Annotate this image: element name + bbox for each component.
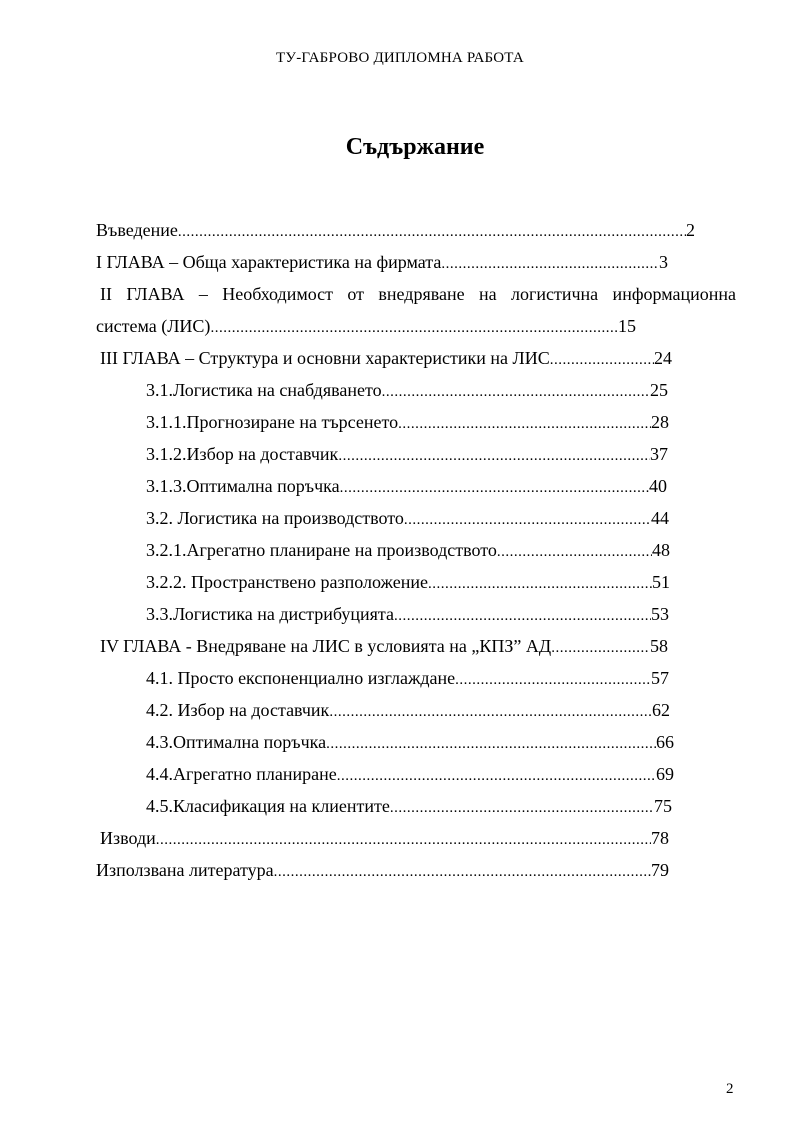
toc-entry-page: 28 [651, 412, 669, 432]
toc-entry-page: 40 [649, 476, 667, 496]
toc-entry-page: 78 [651, 828, 669, 848]
toc-entry-label: 4.4.Агрегатно планиране [146, 764, 337, 784]
toc-entry-page: 15 [618, 316, 636, 336]
toc-entry-section-4-4 [96, 758, 674, 790]
toc-entry-page: 75 [654, 796, 672, 816]
toc-entry-label: 4.3.Оптимална поръчка [146, 732, 327, 752]
toc-entry-page: 79 [651, 860, 669, 880]
toc-entry-label: 3.2.2. Пространствено разположение [146, 572, 428, 592]
toc-entry-chapter-1 [96, 246, 668, 278]
toc-entry-label: система (ЛИС) [96, 316, 211, 336]
toc-entry-label: 3.1.Логистика на снабдяването [146, 380, 382, 400]
toc-entry-introduction [96, 214, 695, 246]
toc-entry-section-3-2 [96, 502, 669, 534]
toc-entry-label: 3.2. Логистика на производството [146, 508, 404, 528]
toc-leader-dots [428, 568, 652, 600]
toc-entry-section-3-1-2 [96, 438, 668, 470]
toc-entry-chapter-3 [96, 342, 672, 374]
page-header: ТУ-ГАБРОВО ДИПЛОМНА РАБОТА [276, 50, 524, 66]
toc-entry-label: 4.5.Класификация на клиентите [146, 796, 390, 816]
toc-entry-section-3-1 [96, 374, 668, 406]
toc-entry-label: IV ГЛАВА - Внедряване на ЛИС в условията на „КПЗ” АД [100, 636, 552, 656]
toc-leader-dots [398, 408, 651, 440]
toc-entry-page: 25 [650, 380, 668, 400]
toc-entry-section-3-3 [96, 598, 669, 630]
toc-entry-label: Въведение [96, 220, 178, 240]
toc-entry-chapter-2 [96, 310, 636, 342]
toc-entry-page: 51 [652, 572, 670, 592]
toc-entry-section-4-3 [96, 726, 674, 758]
toc-entry-section-4-5 [96, 790, 672, 822]
toc-entry-chapter-2-line-1: II ГЛАВА – Необходимост от внедряване на логистична информационна [100, 284, 736, 304]
toc-entry-label: 4.1. Просто експоненциално изглаждане [146, 668, 456, 688]
toc-entry-references [96, 854, 669, 886]
toc-leader-dots [210, 312, 618, 344]
toc-entry-label: Използвана литература [96, 860, 274, 880]
toc-entry-page: 2 [686, 220, 695, 240]
toc-entry-label: I ГЛАВА – Обща характеристика на фирмата [96, 252, 442, 272]
toc-entry-label: 3.1.3.Оптимална поръчка [146, 476, 340, 496]
toc-leader-dots [390, 792, 654, 824]
toc-entry-section-4-2 [96, 694, 670, 726]
toc-entry-chapter-4 [96, 630, 668, 662]
toc-entry-page: 37 [650, 444, 668, 464]
toc-entry-label: Изводи [100, 828, 156, 848]
toc-leader-dots [455, 664, 651, 696]
toc-entry-label: III ГЛАВА – Структура и основни характеристики на ЛИС [100, 348, 550, 368]
toc-entry-label: 4.2. Избор на доставчик [146, 700, 330, 720]
toc-leader-dots [338, 440, 650, 472]
toc-leader-dots [326, 728, 656, 760]
toc-entry-section-3-2-1 [96, 534, 670, 566]
toc-leader-dots [274, 856, 651, 888]
toc-leader-dots [340, 472, 649, 504]
toc-entry-label: 3.1.1.Прогнозиране на търсенето [146, 412, 399, 432]
toc-entry-page: 44 [651, 508, 669, 528]
page-number: 2 [726, 1081, 734, 1097]
toc-leader-dots [329, 696, 652, 728]
table-of-contents [96, 214, 736, 886]
toc-entry-label: 3.3.Логистика на дистрибуцията [146, 604, 394, 624]
toc-entry-page: 3 [659, 252, 668, 272]
toc-leader-dots [404, 504, 651, 536]
toc-leader-dots [441, 248, 659, 280]
toc-leader-dots [551, 632, 650, 664]
toc-leader-dots [394, 600, 651, 632]
toc-leader-dots [497, 536, 652, 568]
toc-entry-label: 3.2.1.Агрегатно планиране на производството [146, 540, 497, 560]
toc-entry-page: 66 [656, 732, 674, 752]
toc-entry-page: 62 [652, 700, 670, 720]
toc-leader-dots [156, 824, 651, 856]
toc-entry-section-3-1-3 [96, 470, 667, 502]
toc-leader-dots [550, 344, 654, 376]
toc-entry-section-4-1 [96, 662, 669, 694]
toc-entry-page: 24 [654, 348, 672, 368]
toc-entry-section-3-2-2 [96, 566, 670, 598]
toc-entry-page: 57 [651, 668, 669, 688]
toc-entry-page: 58 [650, 636, 668, 656]
page-title: Съдържание [345, 134, 485, 160]
toc-entry-page: 69 [656, 764, 674, 784]
toc-leader-dots [178, 216, 686, 248]
toc-entry-label: 3.1.2.Избор на доставчик [146, 444, 339, 464]
toc-leader-dots [337, 760, 656, 792]
toc-leader-dots [382, 376, 650, 408]
toc-entry-page: 48 [652, 540, 670, 560]
toc-entry-page: 53 [651, 604, 669, 624]
toc-entry-section-3-1-1 [96, 406, 669, 438]
toc-entry-conclusions [96, 822, 669, 854]
